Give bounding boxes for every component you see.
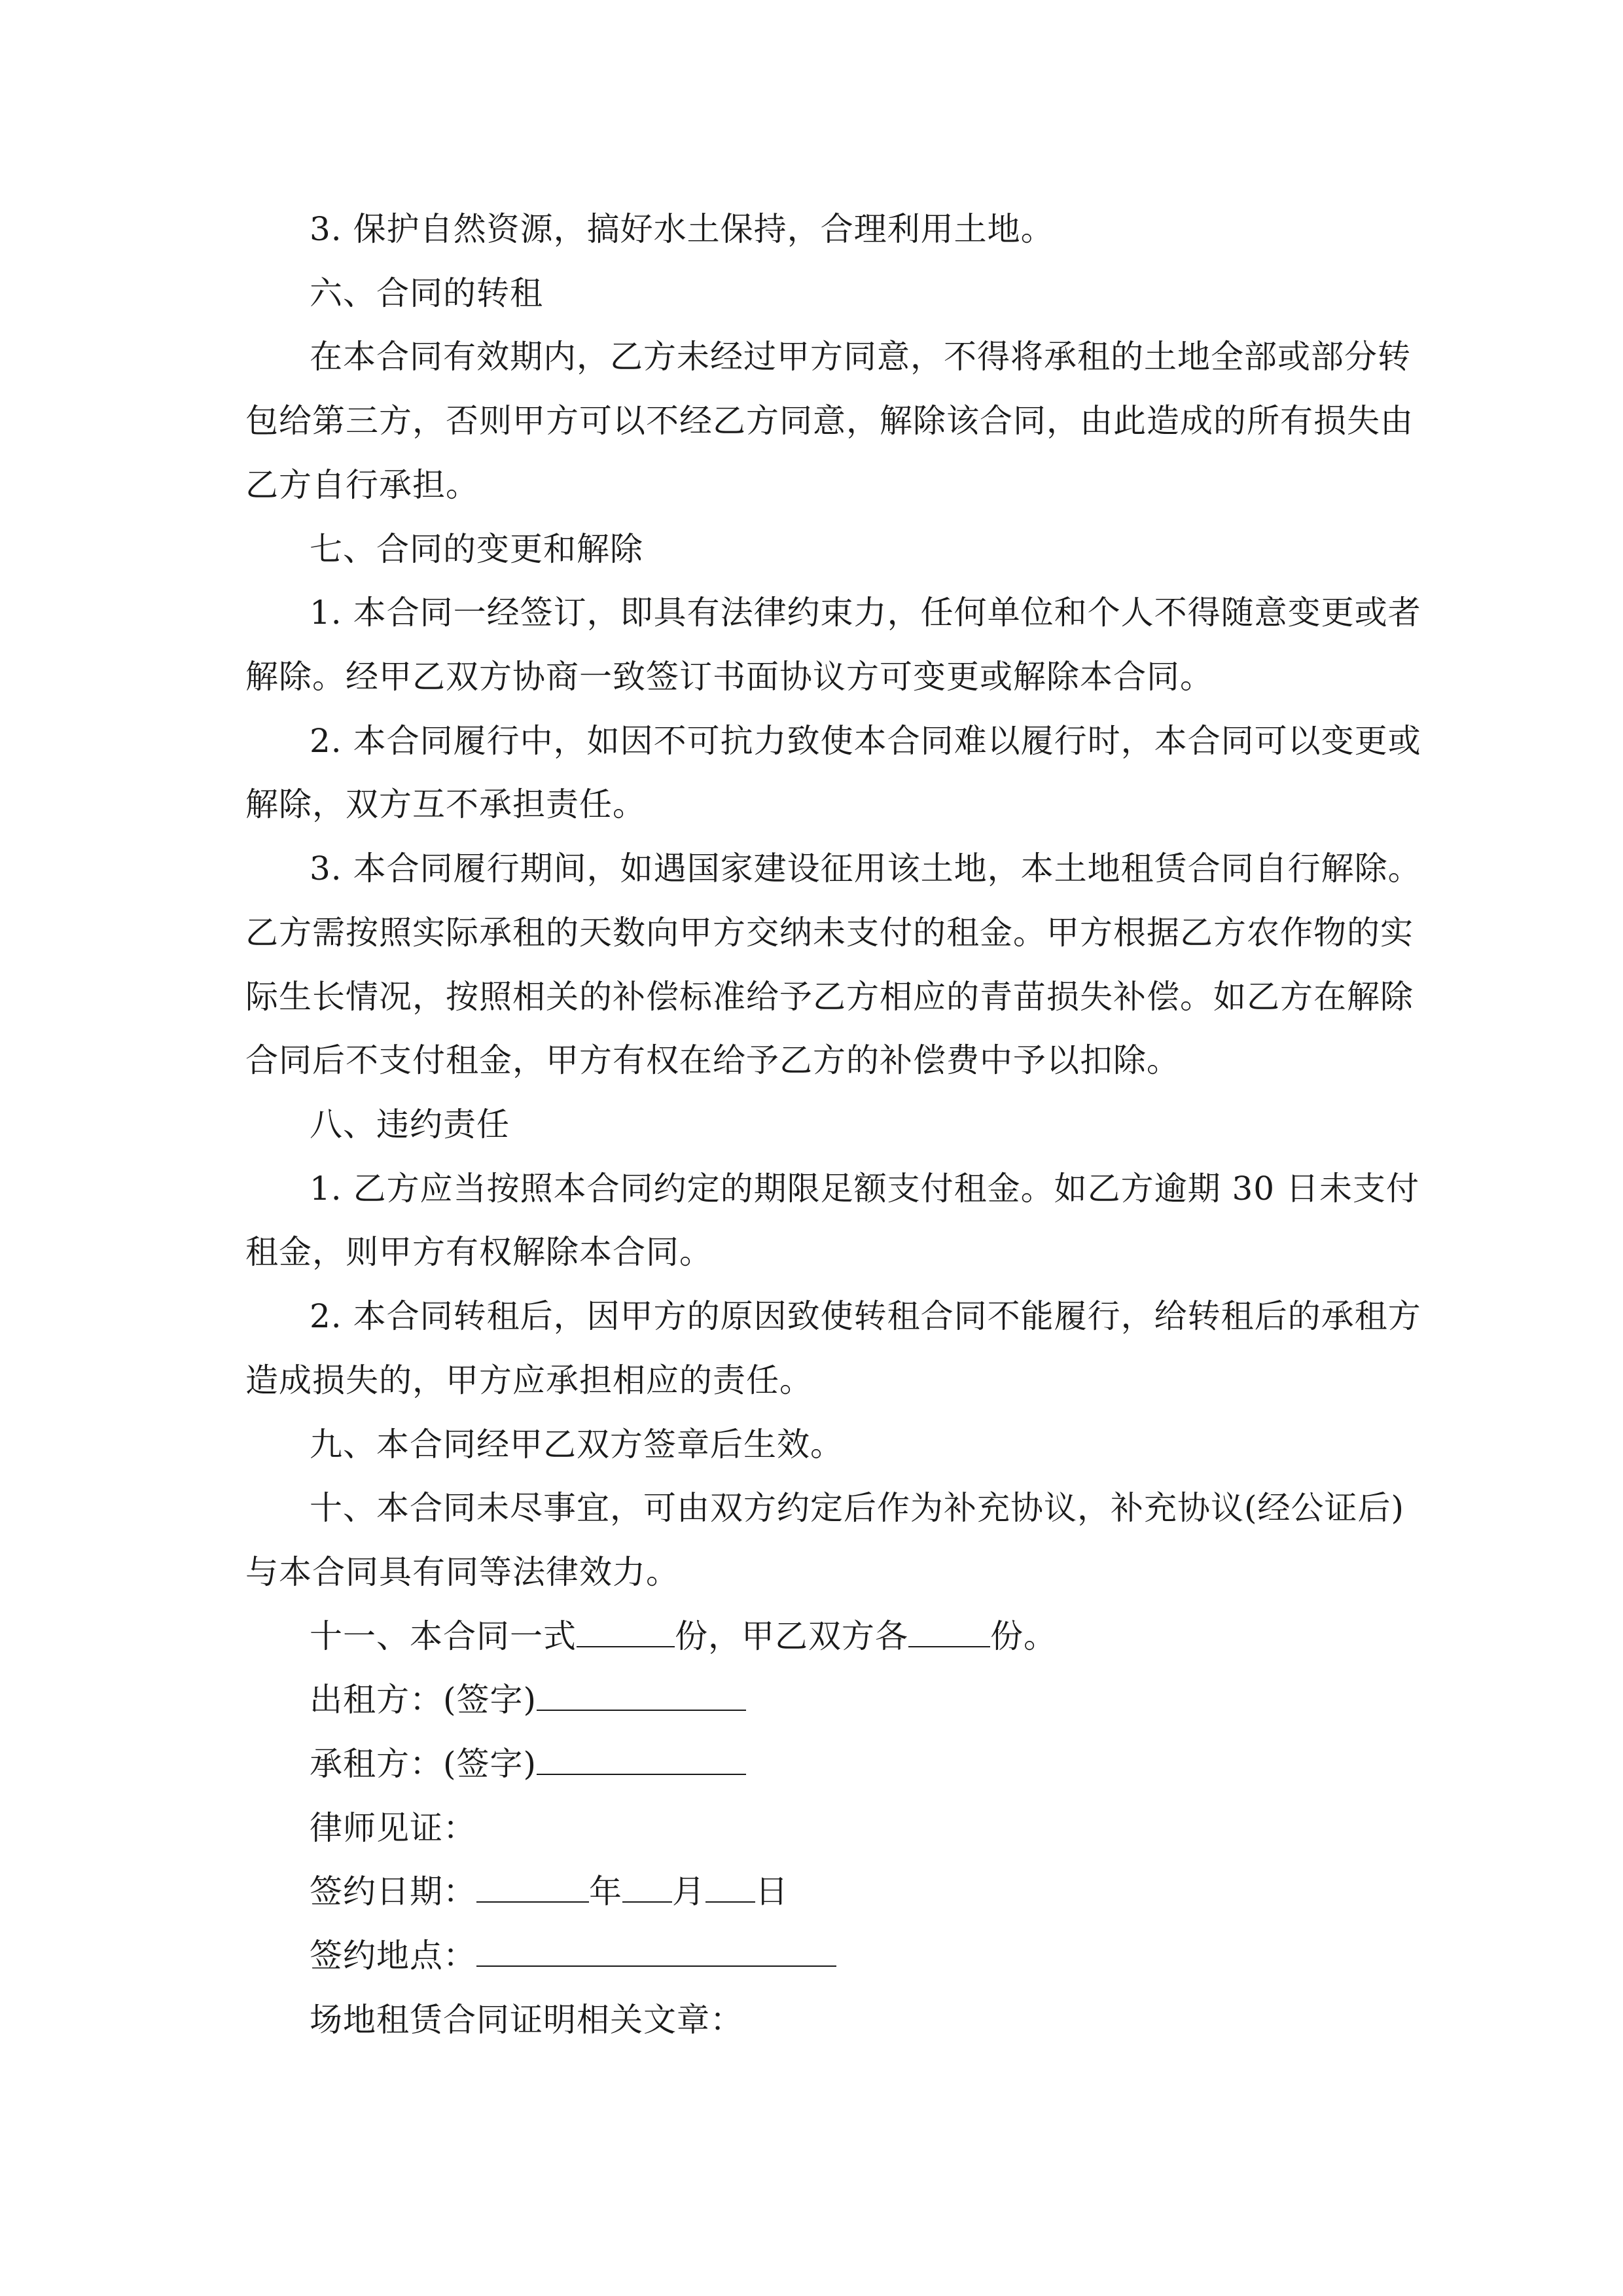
- lessor-label: 出租方：(签字): [310, 1681, 537, 1719]
- lessor-signature-line: [310, 1680, 1461, 1719]
- text-line: 1. 本合同一经签订，即具有法律约束力，任何单位和个人不得随意变更或者: [310, 594, 1421, 632]
- text-line: 3. 保护自然资源，搞好水土保持，合理利用土地。: [310, 210, 1054, 248]
- text-line: 与本合同具有同等法律效力。: [245, 1553, 679, 1591]
- text-line: 3. 本合同履行期间，如遇国家建设征用该土地，本土地租赁合同自行解除。: [310, 850, 1421, 888]
- signing-place-line: [310, 1936, 1461, 1975]
- copies-text-1: 十一、本合同一式: [310, 1617, 577, 1655]
- text-line: 2. 本合同转租后，因甲方的原因致使转租合同不能履行，给转租后的承租方: [310, 1297, 1421, 1335]
- month-blank: [622, 1873, 672, 1903]
- copies-text-3: 份。: [990, 1617, 1057, 1655]
- lessee-label: 承租方：(签字): [310, 1745, 537, 1783]
- year-label: 年: [589, 1873, 622, 1910]
- copies-clause: [310, 1617, 1461, 1656]
- section-heading: 六、合同的转租: [310, 274, 543, 312]
- text-line: 租金，则甲方有权解除本合同。: [245, 1233, 713, 1271]
- section-heading: 十、本合同未尽事宜，可由双方约定后作为补充协议，补充协议(经公证后): [310, 1489, 1405, 1527]
- text-line: 造成损失的，甲方应承担相应的责任。: [245, 1361, 813, 1399]
- lessee-signature-line: [310, 1744, 1461, 1784]
- copies-each-blank: [908, 1617, 990, 1647]
- section-heading: 八、违约责任: [310, 1105, 510, 1143]
- lessee-signature-blank: [537, 1745, 746, 1775]
- signing-date-line: [310, 1872, 1461, 1911]
- related-articles-label: 场地租赁合同证明相关文章：: [310, 2001, 743, 2039]
- place-blank: [476, 1937, 836, 1967]
- text-line: 包给第三方，否则甲方可以不经乙方同意，解除该合同，由此造成的所有损失由: [245, 402, 1414, 440]
- section-heading: 九、本合同经甲乙双方签章后生效。: [310, 1426, 844, 1463]
- lawyer-witness-label: 律师见证：: [310, 1809, 476, 1847]
- text-line: 2. 本合同履行中，如因不可抗力致使本合同难以履行时，本合同可以变更或: [310, 722, 1421, 760]
- text-line: 1. 乙方应当按照本合同约定的期限足额支付租金。如乙方逾期 30 日未支付: [310, 1170, 1420, 1208]
- section-heading: 七、合同的变更和解除: [310, 530, 643, 568]
- text-line: 在本合同有效期内，乙方未经过甲方同意，不得将承租的土地全部或部分转: [310, 338, 1411, 376]
- year-blank: [476, 1873, 589, 1903]
- day-label: 日: [755, 1873, 789, 1910]
- text-line: 合同后不支付租金，甲方有权在给予乙方的补偿费中予以扣除。: [245, 1041, 1180, 1079]
- text-line: 乙方自行承担。: [245, 466, 479, 504]
- text-line: 解除。经甲乙双方协商一致签订书面协议方可变更或解除本合同。: [245, 658, 1213, 696]
- text-line: 解除，双方互不承担责任。: [245, 785, 646, 823]
- text-line: 际生长情况，按照相关的补偿标准给予乙方相应的青苗损失补偿。如乙方在解除: [245, 978, 1414, 1016]
- copies-total-blank: [577, 1617, 675, 1647]
- month-label: 月: [672, 1873, 705, 1910]
- lessor-signature-blank: [537, 1681, 746, 1711]
- text-line: 乙方需按照实际承租的天数向甲方交纳未支付的租金。甲方根据乙方农作物的实: [245, 914, 1414, 952]
- date-label: 签约日期：: [310, 1873, 476, 1910]
- copies-text-2: 份，甲乙双方各: [675, 1617, 908, 1655]
- day-blank: [705, 1873, 755, 1903]
- place-label: 签约地点：: [310, 1937, 476, 1975]
